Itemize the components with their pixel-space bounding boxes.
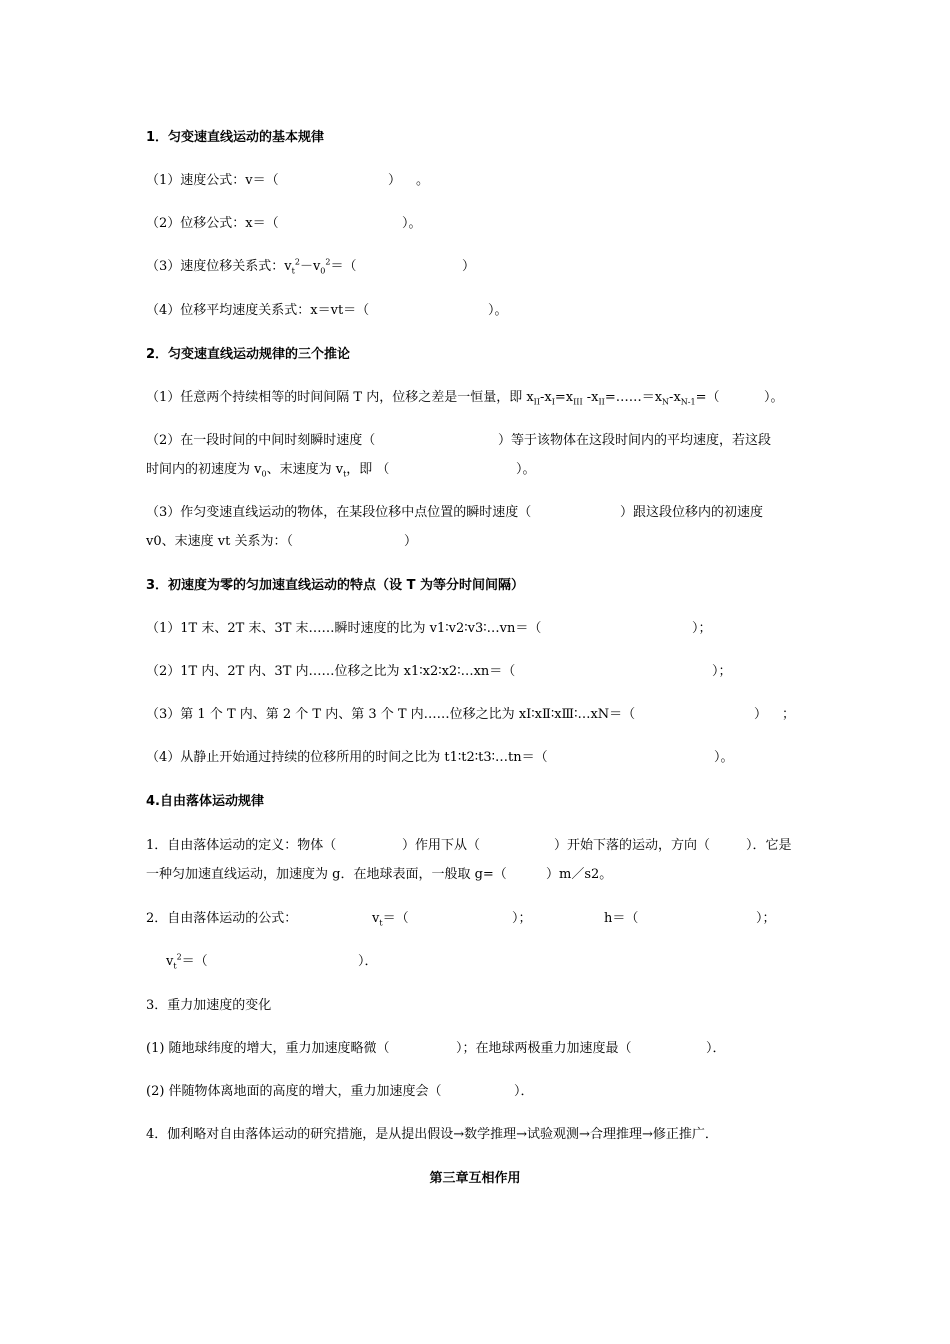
- section-4-heading: 4.自由落体运动规律: [146, 794, 264, 809]
- sub: II: [533, 397, 540, 407]
- velocity-formula-label: （1）速度公式：v＝（: [146, 173, 279, 188]
- vd-minus: －v: [299, 259, 321, 274]
- text: =……＝x: [604, 390, 663, 405]
- inference-1-text: （1）任意两个持续相等的时间间隔 T 内，位移之差是一恒量，即 x: [146, 390, 534, 405]
- text: ）；: [512, 911, 532, 926]
- sub: 0: [261, 469, 267, 479]
- section-3-heading: 3．初速度为零的匀加速直线运动的特点（设 T 为等分时间间隔）: [146, 578, 524, 593]
- inference-3-text-cont: ）跟这段位移内的初速度: [620, 505, 764, 520]
- text: 2．自由落体运动的公式：: [146, 911, 298, 926]
- sup: 2: [294, 257, 300, 267]
- close-paren: ）。: [714, 750, 734, 765]
- avg-velocity-label: （4）位移平均速度关系式：x＝vt＝（: [146, 303, 370, 318]
- sub: t: [343, 469, 347, 479]
- text: ）．: [358, 954, 378, 969]
- vd-equals: ＝（: [330, 259, 357, 274]
- sub: t: [379, 918, 383, 928]
- displacement-formula-label: （2）位移公式：x＝（: [146, 216, 279, 231]
- close-paren: ）: [462, 259, 476, 274]
- sub: I: [551, 397, 555, 407]
- ratio-4-text: （4）从静止开始通过持续的位移所用的时间之比为 t1∶t2∶t3∶…tn＝（: [146, 750, 548, 765]
- sub: 0: [320, 266, 326, 276]
- text: (2) 伴随物体离地面的高度的增大，重力加速度会（: [146, 1084, 442, 1099]
- vd-label: （3）速度位移关系式：v: [146, 259, 292, 274]
- close-paren: ）: [388, 173, 402, 188]
- chapter-title: 第三章互相作用: [429, 1171, 521, 1186]
- sup: 2: [325, 257, 331, 267]
- gravity-change-heading: 3．重力加速度的变化: [146, 998, 272, 1013]
- text: ）．: [706, 1041, 726, 1056]
- inference-2-text-cont: ）等于该物体在这段时间内的平均速度，若这段: [498, 433, 772, 448]
- text: ）开始下落的运动，方向（: [554, 838, 711, 853]
- inference-3-text: （3）作匀变速直线运动的物体，在某段位移中点位置的瞬时速度（: [146, 505, 532, 520]
- text: v0、末速度 vt 关系为：（: [146, 534, 293, 549]
- sub: II: [598, 397, 605, 407]
- text: v: [166, 954, 174, 969]
- section-2-heading: 2．匀变速直线运动规律的三个推论: [146, 347, 351, 362]
- text: 时间内的初速度为 v: [146, 462, 262, 477]
- text: 一种匀加速直线运动，加速度为 g．在地球表面，一般取 g=（: [146, 867, 507, 882]
- text: (1) 随地球纬度的增大，重力加速度略微（: [146, 1041, 390, 1056]
- text: =（: [695, 390, 720, 405]
- text: ）．它是: [746, 838, 792, 853]
- sub: N-1: [680, 397, 696, 407]
- text: ）作用下从（: [402, 838, 481, 853]
- text: ，即 （: [346, 462, 390, 477]
- text: 1．自由落体运动的定义：物体（: [146, 838, 337, 853]
- text: -x: [540, 390, 552, 405]
- text: ）m／s2。: [546, 867, 613, 882]
- text: ）；: [756, 911, 776, 926]
- ratio-2-text: （2）1T 内、2T 内、3T 内……位移之比为 x1∶x2∶x2∶…xn＝（: [146, 664, 516, 679]
- sub: N: [662, 397, 670, 407]
- close-paren: ）: [754, 707, 768, 722]
- period: 。: [416, 173, 430, 188]
- text: =x: [554, 390, 574, 405]
- close-paren: ）；: [692, 621, 712, 636]
- sup: 2: [176, 952, 182, 962]
- semicolon: ；: [782, 707, 796, 722]
- close-paren: ）。: [516, 462, 536, 477]
- text: ＝（: [382, 911, 409, 926]
- sub: III: [573, 397, 583, 407]
- close-paren: ）: [404, 534, 418, 549]
- close-paren: ）。: [764, 390, 784, 405]
- close-paren: ）。: [488, 303, 508, 318]
- text: ）．: [514, 1084, 534, 1099]
- sub: t: [291, 266, 295, 276]
- ratio-3-text: （3）第 1 个 T 内、第 2 个 T 内、第 3 个 T 内……位移之比为 xⅠ∶xⅡ∶xⅢ∶…xN＝（: [146, 707, 636, 722]
- text: h＝（: [604, 911, 639, 926]
- sub: t: [173, 961, 177, 971]
- close-paren: ）。: [402, 216, 422, 231]
- section-1-heading: 1．匀变速直线运动的基本规律: [146, 130, 325, 145]
- text: 、末速度为 v: [266, 462, 344, 477]
- text: ＝（: [181, 954, 208, 969]
- text: ）；在地球两极重力加速度最（: [456, 1041, 632, 1056]
- ratio-1-text: （1）1T 末、2T 末、3T 末……瞬时速度的比为 v1∶v2∶v3∶…vn＝（: [146, 621, 542, 636]
- text: -x: [582, 390, 599, 405]
- inference-2-text: （2）在一段时间的中间时刻瞬时速度（: [146, 433, 376, 448]
- text: -x: [669, 390, 681, 405]
- close-paren: ）；: [712, 664, 732, 679]
- text: v: [372, 911, 380, 926]
- galileo-line: 4．伽利略对自由落体运动的研究措施，是从提出假设→数学推理→试验观测→合理推理→修正推广．: [146, 1127, 718, 1142]
